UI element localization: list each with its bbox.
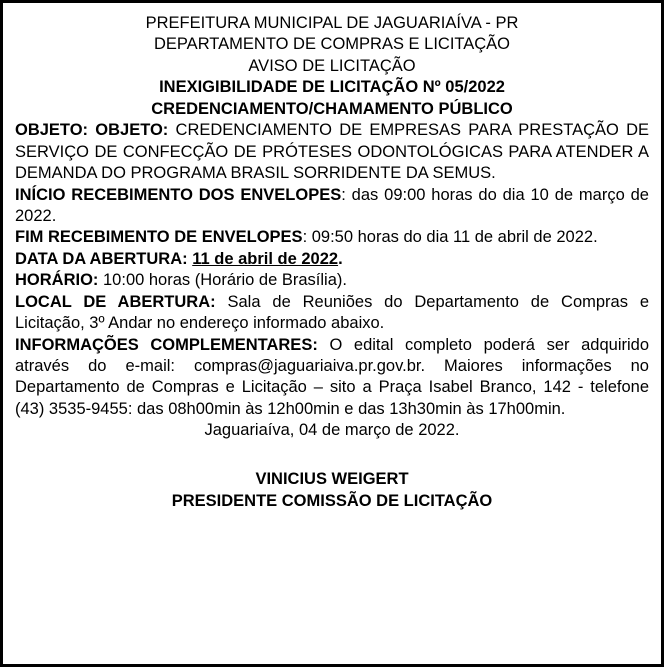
data-abertura-paragraph — [15, 249, 649, 270]
inicio-recebimento-text: : das 09:00 horas do dia 10 de março de 2022. — [15, 185, 649, 225]
header-line-municipality: PREFEITURA MUNICIPAL DE JAGUARIAÍVA - PR — [145, 14, 519, 32]
fim-recebimento-label: FIM RECEBIMENTO DE ENVELOPES — [15, 228, 303, 247]
informacoes-label: INFORMAÇÕES COMPLEMENTARES: — [15, 335, 318, 354]
inicio-recebimento-label: INÍCIO RECEBIMENTO DOS ENVELOPES — [15, 185, 342, 204]
informacoes-text: O edital completo poderá ser adquirido através do e-mail: compras@jaguariaiva.pr.gov.br. Maiores informações no Departamento de Compras e Licitação – sito a Praça Isabel Branco, 142 - telefone (43) 3535-9455: das 08h00min às 12h00min e das 13h30min às 17h00min. — [15, 335, 650, 418]
inicio-recebimento-paragraph — [15, 185, 649, 228]
fim-recebimento-text: : 09:50 horas do dia 11 de abril de 2022. — [302, 228, 598, 247]
local-abertura-paragraph — [15, 292, 649, 335]
signature-name: VINICIUS WEIGERT — [255, 469, 409, 488]
horario-label: HORÁRIO: — [15, 271, 99, 290]
informacoes-complementares-paragraph — [15, 335, 649, 421]
closing-location-date: Jaguariaíva, 04 de março de 2022. — [204, 421, 460, 440]
fim-recebimento-paragraph — [15, 227, 649, 248]
local-abertura-label: LOCAL DE ABERTURA: — [15, 292, 216, 311]
header-line-department: DEPARTAMENTO DE COMPRAS E LICITAÇÃO — [153, 35, 511, 54]
horario-text: 10:00 horas (Horário de Brasília). — [98, 271, 347, 290]
data-abertura-value: 11 de abril de 2022 — [192, 249, 339, 268]
header-line-modality: CREDENCIAMENTO/CHAMAMENTO PÚBLICO — [151, 99, 513, 118]
header-line-process-number: INEXIGIBILIDADE DE LICITAÇÃO Nº 05/2022 — [159, 78, 505, 97]
header-line-notice-type: AVISO DE LICITAÇÃO — [248, 56, 416, 75]
local-abertura-text: Sala de Reuniões do Departamento de Compras e Licitação, 3º Andar no endereço informado abaixo. — [15, 292, 649, 333]
objeto-label: OBJETO: OBJETO: — [15, 121, 169, 140]
horario-paragraph — [15, 270, 649, 291]
signature-block — [15, 468, 649, 513]
data-abertura-period: . — [338, 249, 343, 268]
objeto-paragraph — [15, 120, 649, 184]
objeto-text: CREDENCIAMENTO DE EMPRESAS PARA PRESTAÇÃO DE SERVIÇO DE CONFECÇÃO DE PRÓTESES ODONTOLÓGICAS PARA ATENDER A DEMANDA DO PROGRAMA BRASIL SORRIDENTE DA SEMUS. — [15, 121, 649, 183]
signature-title: PRESIDENTE COMISSÃO DE LICITAÇÃO — [171, 492, 493, 511]
data-abertura-label: DATA DA ABERTURA: — [15, 249, 188, 268]
